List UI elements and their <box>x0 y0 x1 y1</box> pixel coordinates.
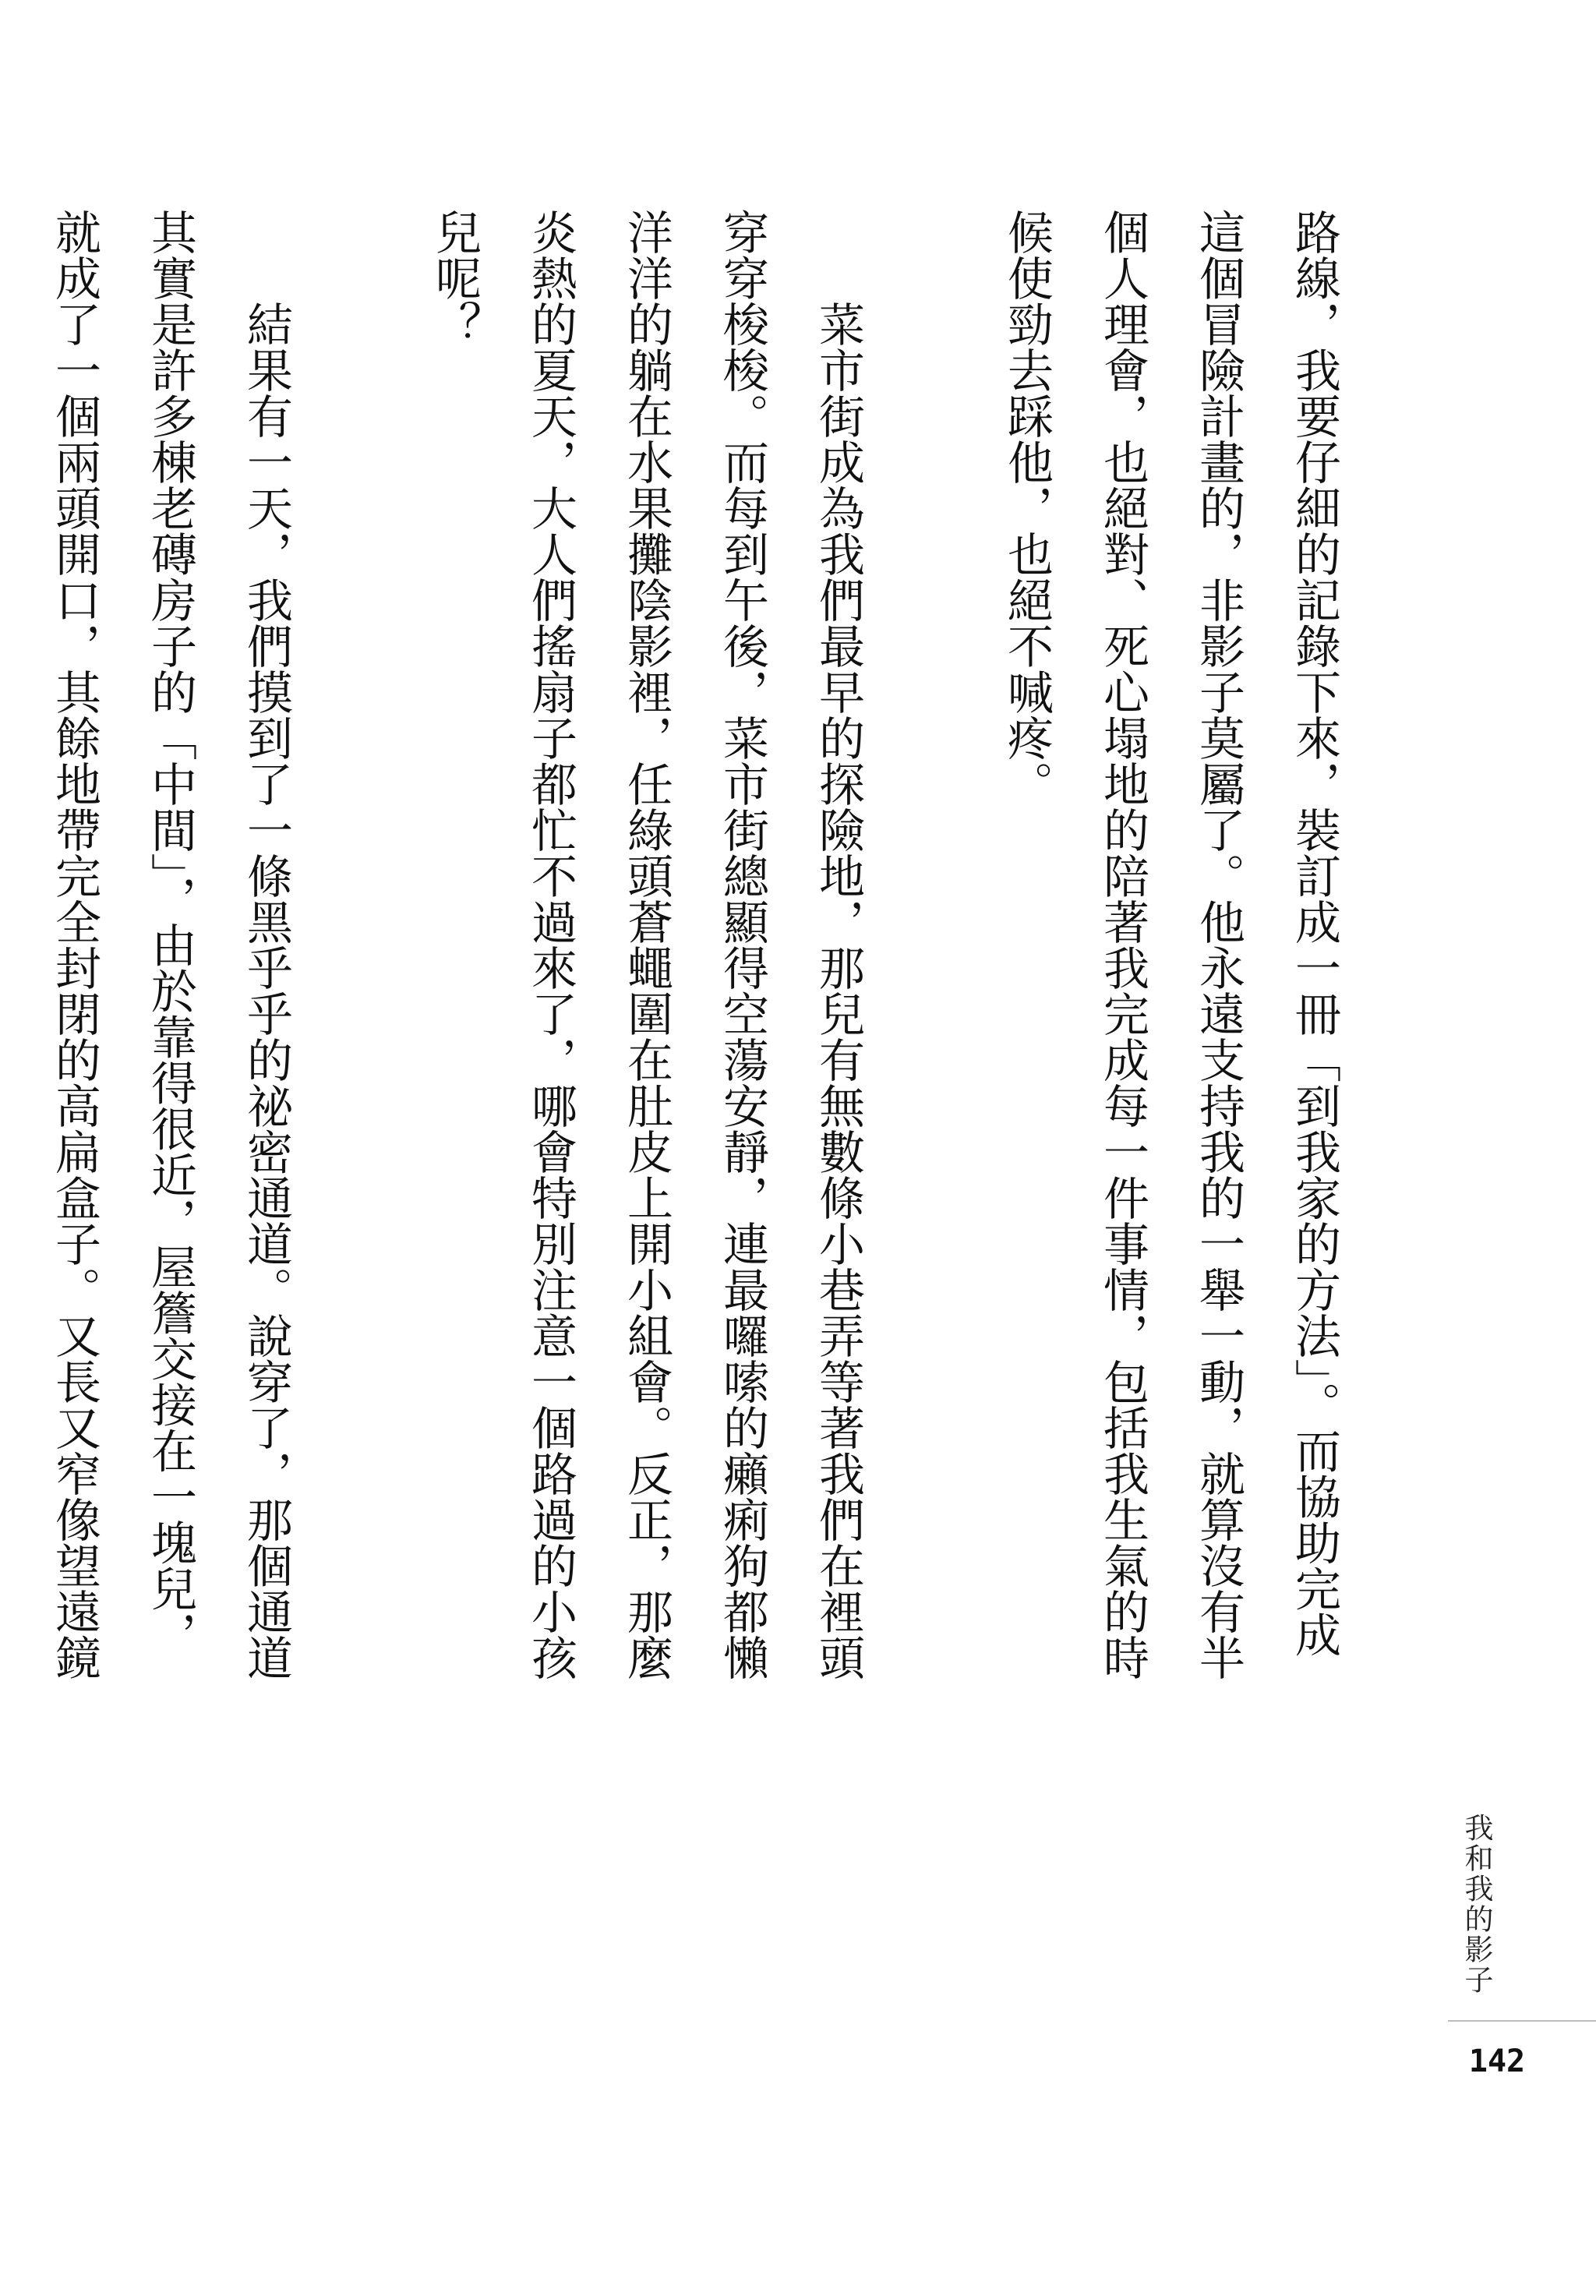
page-number: 142 <box>1468 2043 1526 2079</box>
text-column-11: 其實是許多棟老磚房子的「中間」，由於靠得很近，屋簷交接在一塊兒， <box>143 209 197 1658</box>
text-column-7: 洋洋的躺在水果攤陰影裡，任綠頭蒼蠅圍在肚皮上開小組會。反正，那麼 <box>620 209 673 1680</box>
text-column-8: 炎熱的夏天，大人們搖扇子都忙不過來了，哪會特別注意一個路過的小孩 <box>524 209 577 1680</box>
text-column-3: 個人理會，也絕對、死心塌地的陪著我完成每一件事情，包括我生氣的時 <box>1096 209 1149 1680</box>
footer-divider <box>1448 2020 1596 2022</box>
text-column-9: 兒呢？ <box>428 209 482 347</box>
body-text <box>26 209 1362 2126</box>
text-column-10: 結果有一天，我們摸到了一條黑乎乎的祕密通道。說穿了，那個通道 <box>239 301 293 1680</box>
text-column-12: 就成了一個兩頭開口，其餘地帶完全封閉的高扁盒子。又長又窄像望遠鏡 <box>48 209 101 1680</box>
text-column-2: 這個冒險計畫的，非影子莫屬了。他永遠支持我的一舉一動，就算沒有半 <box>1192 209 1245 1680</box>
text-column-6: 穿穿梭梭。而每到午後，菜市街總顯得空蕩安靜，連最囉嗦的癩痢狗都懶 <box>715 209 769 1680</box>
running-title: 我和我的影子 <box>1460 1813 1493 1995</box>
text-column-1: 路線，我要仔細的記錄下來，裝訂成一冊「到我家的方法」。而協助完成 <box>1287 209 1341 1658</box>
text-column-5: 菜市街成為我們最早的探險地，那兒有無數條小巷弄等著我們在裡頭 <box>811 301 865 1680</box>
text-column-4: 候使勁去踩他，也絕不喊疼。 <box>1000 209 1054 807</box>
